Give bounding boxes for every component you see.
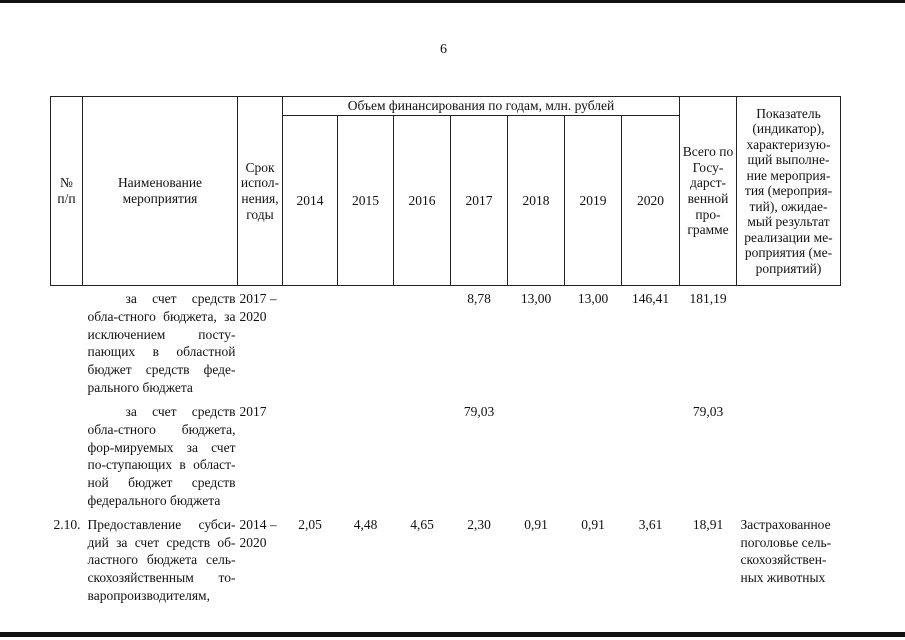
row-value xyxy=(508,399,565,512)
row-total: 181,19 xyxy=(680,286,737,399)
row-name: за счет средств обла-стного бюджета, фор-мируемых за счет по-ступающих в област-ной бюджет средств федерального бюджета xyxy=(87,403,236,508)
header-year: 2018 xyxy=(508,116,565,286)
row-value: 79,03 xyxy=(463,403,495,419)
table-row xyxy=(51,286,841,399)
row-value: 0,91 xyxy=(581,516,605,532)
row-indicator xyxy=(737,286,841,399)
row-term: 2014 – 2020 xyxy=(239,516,277,550)
top-border-line xyxy=(0,0,905,3)
row-value: 146,41 xyxy=(622,286,680,399)
row-name: за счет средств обла-стного бюджета, за исключением посту-пающих в областной бюджет средств феде-рального бюджета xyxy=(83,286,238,399)
header-indicator: Показатель (индикатор), характеризую-щий выполне-ние мероприя-тия (мероприя-тий), ожидае-мый результат реализации ме-роприятия (ме-роприятий) xyxy=(737,97,841,286)
header-year: 2015 xyxy=(338,116,394,286)
row-total: 18,91 xyxy=(692,516,724,532)
row-number xyxy=(51,286,83,399)
header-year: 2017 xyxy=(451,116,508,286)
row-value: 8,78 xyxy=(451,286,508,399)
row-name: Предоставление субси-дий за счет средств об-ластного бюджета сель-скохозяйственным то-варопроизводителям, xyxy=(87,516,236,603)
row-value: 13,00 xyxy=(565,286,622,399)
row-total: 79,03 xyxy=(692,403,724,419)
row-value: 4,48 xyxy=(353,516,378,532)
row-value: 13,00 xyxy=(508,286,565,399)
row-number: 2.10. xyxy=(53,516,81,532)
header-funding-group: Объем финансирования по годам, млн. рублей xyxy=(283,97,680,116)
row-indicator: Застрахованное поголовье сель-скохозяйствен-ных животных xyxy=(740,516,832,586)
table-row xyxy=(51,512,841,607)
row-value xyxy=(338,399,394,512)
row-value xyxy=(283,286,338,399)
row-value: 2,05 xyxy=(298,516,322,532)
row-value: 0,91 xyxy=(524,516,548,532)
header-total: Всего по Госу-дарст-венной про-грамме xyxy=(680,97,737,286)
table-row xyxy=(51,399,841,512)
row-value: 2,30 xyxy=(467,516,491,532)
row-number xyxy=(51,399,83,512)
header-year: 2016 xyxy=(394,116,451,286)
funding-table xyxy=(50,96,841,607)
row-value xyxy=(622,399,680,512)
row-term: 2017 xyxy=(239,403,267,419)
row-value xyxy=(565,399,622,512)
row-value xyxy=(394,399,451,512)
row-value: 4,65 xyxy=(410,516,434,532)
row-value xyxy=(394,286,451,399)
header-term: Срок испол-нения, годы xyxy=(238,97,283,286)
header-year: 2014 xyxy=(283,116,338,286)
page-number: 6 xyxy=(440,42,447,57)
header-number: № п/п xyxy=(51,97,83,286)
row-value: 3,61 xyxy=(638,516,663,532)
row-value xyxy=(338,286,394,399)
header-name: Наименование мероприятия xyxy=(83,97,238,286)
row-term: 2017 – 2020 xyxy=(238,286,283,399)
row-indicator xyxy=(737,399,841,512)
bottom-border-line xyxy=(0,632,905,637)
header-year: 2020 xyxy=(622,116,680,286)
row-value xyxy=(283,399,338,512)
header-year: 2019 xyxy=(565,116,622,286)
